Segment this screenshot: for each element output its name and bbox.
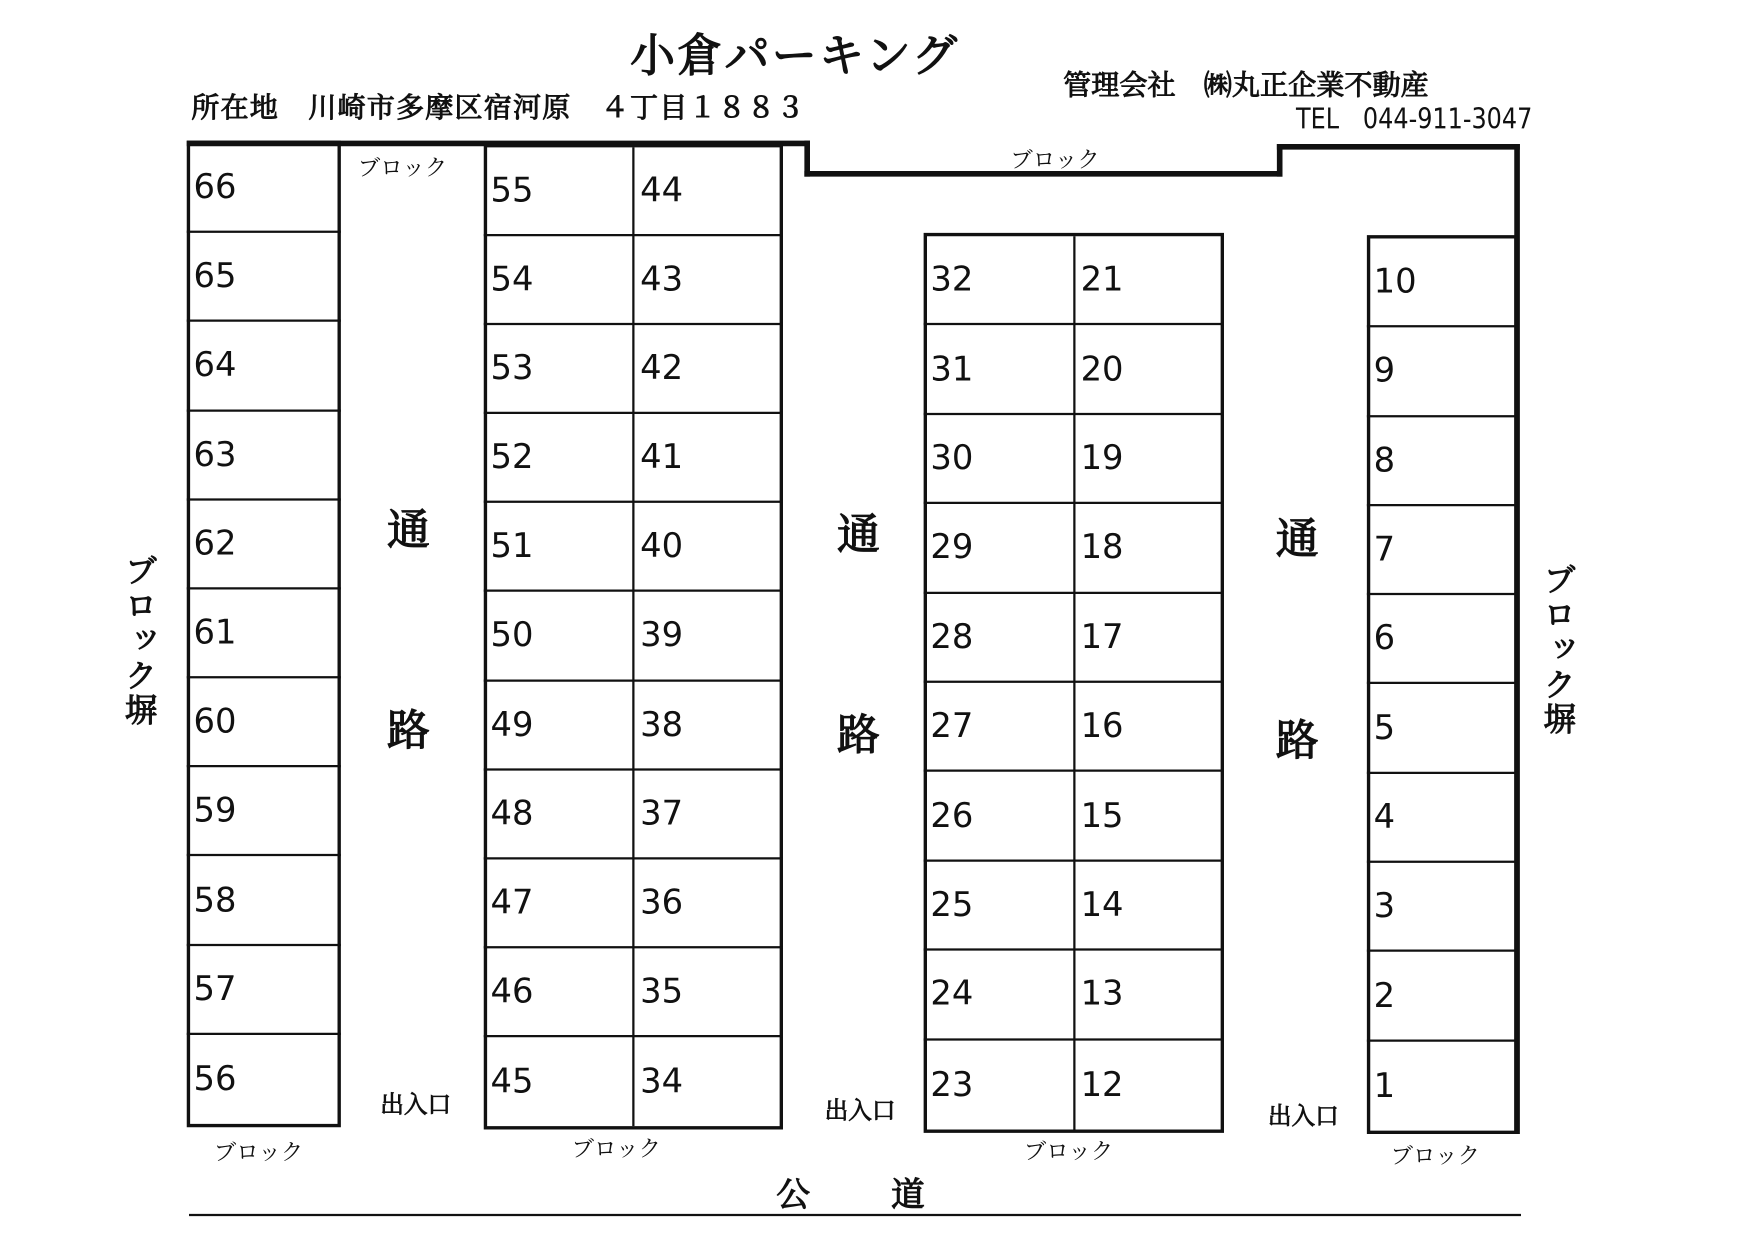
parking-row-strip <box>633 147 783 1126</box>
column-c <box>924 233 1224 1133</box>
parking-space-30: 30 <box>924 415 1074 504</box>
parking-space-44: 44 <box>633 147 783 236</box>
entrance-3: 出入口 <box>1267 1102 1339 1130</box>
block-label-bottom-1: ブロック <box>213 1138 304 1166</box>
aisle-1-top: 通 <box>387 505 430 555</box>
parking-space-52: 52 <box>484 414 634 503</box>
public-road-line <box>189 1214 1521 1216</box>
boundary-top-right <box>1277 144 1520 150</box>
parking-space-26: 26 <box>924 772 1074 861</box>
public-road-label-2: 道 <box>891 1175 925 1215</box>
parking-space-43: 43 <box>633 236 783 325</box>
column-divider <box>632 147 634 1126</box>
aisle-1-bottom: 路 <box>387 705 430 755</box>
parking-space-65: 65 <box>187 233 341 322</box>
parking-space-57: 57 <box>187 946 341 1035</box>
aisle-2-top: 通 <box>837 509 880 560</box>
parking-space-62: 62 <box>187 500 341 589</box>
parking-space-54: 54 <box>484 236 634 325</box>
column-a <box>187 141 341 1128</box>
block-label-bottom-4: ブロック <box>1390 1141 1481 1169</box>
phone-number: TEL 044-911-3047 <box>1296 102 1533 135</box>
parking-space-8: 8 <box>1367 417 1518 506</box>
parking-space-53: 53 <box>484 325 634 414</box>
parking-space-20: 20 <box>1074 326 1224 415</box>
parking-row-strip <box>924 236 1074 1129</box>
address: 所在地 川崎市多摩区宿河原 ４丁目１８８３ <box>191 91 806 124</box>
parking-space-5: 5 <box>1367 685 1518 774</box>
parking-space-59: 59 <box>187 768 341 857</box>
parking-row-strip <box>484 147 634 1126</box>
column-b <box>484 144 783 1130</box>
parking-row-strip <box>1074 236 1224 1129</box>
parking-space-63: 63 <box>187 411 341 500</box>
parking-space-48: 48 <box>484 770 634 859</box>
parking-space-40: 40 <box>633 503 783 592</box>
parking-space-4: 4 <box>1367 774 1518 863</box>
parking-space-3: 3 <box>1367 863 1518 952</box>
parking-space-56: 56 <box>193 1059 237 1100</box>
parking-row-strip <box>1367 239 1518 1131</box>
parking-space-36: 36 <box>633 859 783 948</box>
parking-space-23: 23 <box>930 1065 974 1105</box>
parking-space-9: 9 <box>1367 328 1518 417</box>
parking-space-10: 10 <box>1367 239 1518 328</box>
aisle-3-top: 通 <box>1275 514 1319 564</box>
parking-space-39: 39 <box>633 592 783 681</box>
parking-space-15: 15 <box>1074 772 1224 861</box>
parking-space-29: 29 <box>924 504 1074 593</box>
parking-space-41: 41 <box>633 414 783 503</box>
column-d <box>1367 235 1518 1134</box>
parking-space-17: 17 <box>1074 594 1224 683</box>
parking-space-18: 18 <box>1074 504 1224 593</box>
parking-space-50: 50 <box>484 592 634 681</box>
parking-space-6: 6 <box>1367 595 1518 684</box>
parking-space-34: 34 <box>640 1061 684 1102</box>
parking-space-51: 51 <box>484 503 634 592</box>
parking-space-13: 13 <box>1074 951 1224 1040</box>
block-wall-right: ブロック塀 <box>1539 562 1578 737</box>
parking-space-47: 47 <box>484 859 634 948</box>
parking-space-35: 35 <box>633 948 783 1037</box>
parking-space-61: 61 <box>187 589 341 678</box>
block-label-top-left: ブロック <box>357 154 448 182</box>
parking-space-37: 37 <box>633 770 783 859</box>
parking-space-12: 12 <box>1080 1065 1124 1105</box>
parking-space-66: 66 <box>187 144 341 233</box>
column-divider <box>1073 236 1075 1129</box>
parking-space-55: 55 <box>484 147 634 236</box>
aisle-3-bottom: 路 <box>1275 715 1319 765</box>
parking-space-49: 49 <box>484 681 634 770</box>
parking-space-60: 60 <box>187 678 341 767</box>
parking-space-19: 19 <box>1074 415 1224 504</box>
parking-space-24: 24 <box>924 951 1074 1040</box>
block-label-bottom-2: ブロック <box>571 1135 662 1163</box>
parking-space-32: 32 <box>924 236 1074 325</box>
parking-space-46: 46 <box>484 948 634 1037</box>
block-label-bottom-3: ブロック <box>1023 1137 1114 1165</box>
block-label-top-middle: ブロック <box>1010 146 1100 174</box>
parking-space-27: 27 <box>924 683 1074 772</box>
parking-space-31: 31 <box>924 326 1074 415</box>
entrance-2: 出入口 <box>824 1096 896 1124</box>
parking-space-64: 64 <box>187 322 341 411</box>
parking-space-1: 1 <box>1373 1066 1396 1106</box>
parking-space-42: 42 <box>633 325 783 414</box>
entrance-1: 出入口 <box>380 1091 452 1119</box>
parking-space-21: 21 <box>1074 236 1224 325</box>
parking-space-38: 38 <box>633 681 783 770</box>
public-road-label-1: 公 <box>776 1175 810 1215</box>
parking-row-strip <box>187 144 341 1124</box>
parking-space-45: 45 <box>490 1061 534 1102</box>
management-company: 管理会社 ㈱丸正企業不動産 <box>1063 68 1429 102</box>
block-wall-left: ブロック塀 <box>120 553 159 728</box>
parking-space-28: 28 <box>924 594 1074 683</box>
page-title: 小倉パーキング <box>630 30 960 83</box>
parking-space-2: 2 <box>1367 952 1518 1041</box>
parking-space-16: 16 <box>1074 683 1224 772</box>
parking-space-58: 58 <box>187 857 341 946</box>
parking-space-7: 7 <box>1367 506 1518 595</box>
parking-space-25: 25 <box>924 862 1074 951</box>
aisle-2-bottom: 路 <box>837 709 880 760</box>
parking-space-14: 14 <box>1074 862 1224 951</box>
